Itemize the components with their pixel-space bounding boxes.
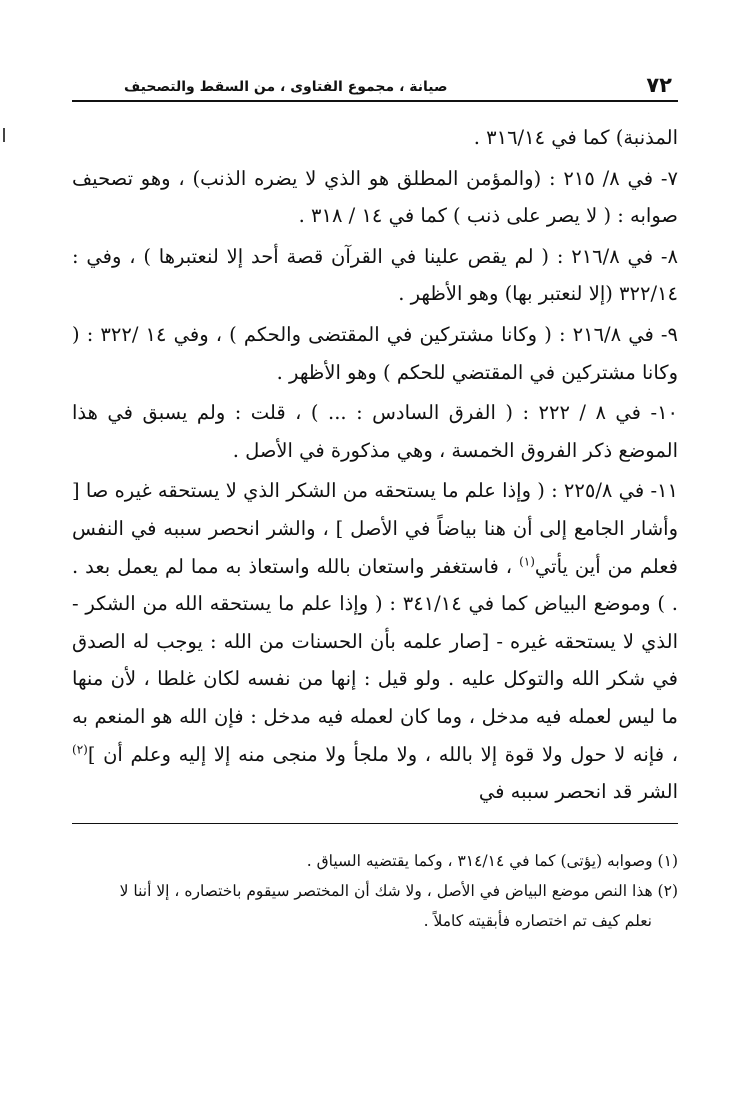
footnote-1: (١) وصوابه (يؤتى) كما في ٣١٤/١٤ ، وكما يقتضيه السياق . bbox=[306, 851, 678, 870]
page-number: ٧٢ bbox=[646, 73, 672, 97]
footnote-2-continuation: نعلم كيف تم اختصاره فأبقيته كاملاً . bbox=[423, 911, 652, 930]
paragraph-item-7: ٧- في ٨/ ٢١٥ : (والمؤمن المطلق هو الذي لا يضره الذنب) ، وهو تصحيف صوابه : ( لا يصر على ذنب ) كما في ١٤ / ٣١٨ . bbox=[72, 166, 679, 228]
margin-mark bbox=[3, 128, 5, 142]
footnote-ref-1: (١) bbox=[519, 554, 535, 569]
paragraph-1: المذنبة) كما في ٣١٦/١٤ . bbox=[473, 126, 678, 149]
footnote-2: (٢) هذا النص موضع البياض في الأصل ، ولا شك أن المختصر سيقوم باختصاره ، إلا أننا لا bbox=[119, 881, 678, 900]
footnote-ref-2: (٢) bbox=[72, 742, 88, 756]
footnotes bbox=[72, 846, 678, 936]
running-header bbox=[72, 70, 678, 102]
paragraph-item-11 bbox=[72, 472, 678, 810]
paragraph-item-9: ٩- في ٢١٦/٨ : ( وكانا مشتركين في المقتضى والحكم ) ، وفي ١٤ /٣٢٢ : ( وكانا مشتركين في المقتضي للحكم ) وهو الأظهر . bbox=[72, 322, 678, 384]
paragraph-item-8: ٨- في ٢١٦/٨ : ( لم يقص علينا في القرآن قصة أحد إلا لنعتبرها ) ، وفي : ٣٢٢/١٤ (إلا لنعتبر بها) وهو الأظهر . bbox=[72, 244, 678, 306]
footnote-divider bbox=[72, 823, 678, 824]
paragraph-item-11-middle: ، فاستغفر واستعان بالله واستعاذ به مما لم يعمل بعد . . ) وموضع البياض كما في ٣٤١/١٤ : ( وإذا علم ما يستحقه الله من الشكر - الذي لا يستحقه غيره - [صار علمه بأن الحسنات من الله : يوجب له الصدق في شكر الله والتوكل عليه . ولو قيل : إنها من نفسه لكان غلطا ، لأن منها ما ليس لعمله فيه مدخل ، وما كان لعمله فيه مدخل : فإن الله هو المنعم به ، فإنه لا حول ولا قوة إلا بالله ، ولا ملجأ ولا منجى منه إلا إليه وعلم أن ] bbox=[72, 554, 678, 766]
paragraph-item-10: ١٠- في ٨ / ٢٢٢ : ( الفرق السادس : ... ) ، قلت : ولم يسبق في هذا الموضع ذكر الفروق الخمسة ، وهي مذكورة في الأصل . bbox=[72, 401, 679, 462]
running-title: صيانة ، مجموع الفتاوى ، من السقط والتصحيف bbox=[124, 79, 448, 95]
page bbox=[72, 70, 678, 936]
paragraph-item-11-end: الشر قد انحصر سببه في bbox=[478, 780, 678, 804]
body-text bbox=[72, 119, 678, 811]
paragraph-item-11-start: ١١- في ٢٢٥/٨ : ( وإذا علم ما يستحقه من الشكر الذي لا يستحقه غيره صا [ وأشار الجامع إلى أن هنا بياضاً في الأصل ] ، والشر انحصر سببه في النفس فعلم من أين يأتي bbox=[72, 479, 678, 578]
